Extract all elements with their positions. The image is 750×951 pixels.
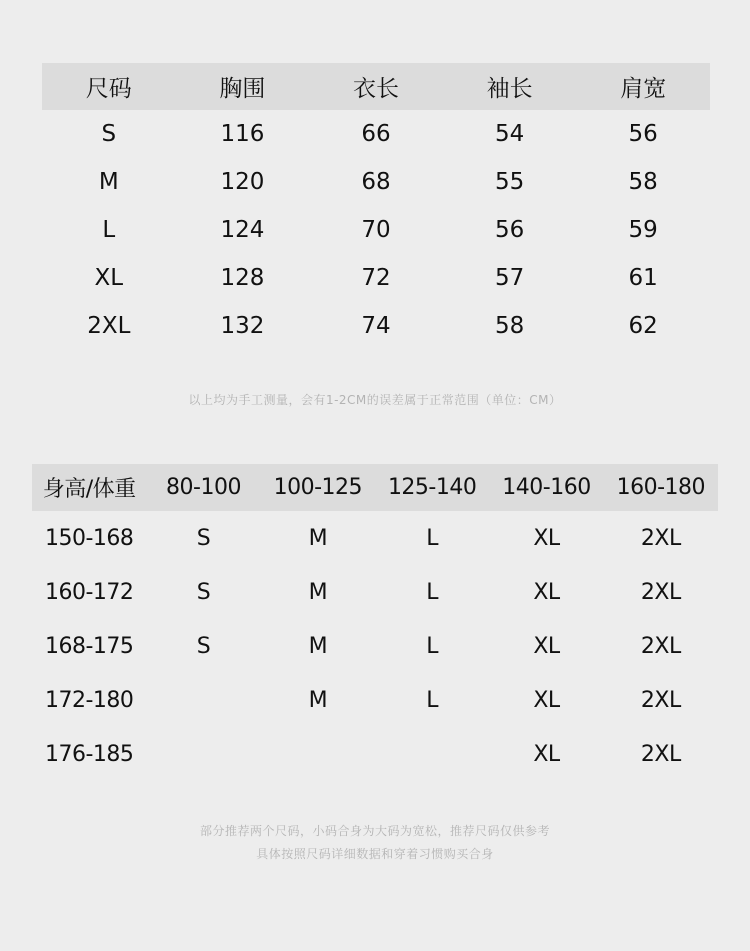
table-cell (146, 727, 260, 781)
header-shoulder: 肩宽 (576, 63, 710, 110)
table-cell: 62 (628, 313, 658, 339)
size-chart-header-row (42, 63, 710, 110)
table-cell: 128 (220, 265, 265, 291)
table-cell: XL (94, 265, 124, 291)
recommendation-header-row (32, 464, 718, 511)
table-row (32, 727, 718, 781)
table-cell: XL (533, 741, 560, 767)
table-cell: L (102, 217, 116, 243)
table-cell: 2XL (640, 579, 681, 605)
size-recommendation-table (32, 464, 718, 781)
table-row (42, 110, 710, 158)
header-weight-range: 140-160 (489, 464, 603, 511)
table-cell: 150-168 (44, 525, 134, 551)
header-length: 衣长 (309, 63, 443, 110)
table-cell: 2XL (640, 687, 681, 713)
table-cell: L (426, 687, 439, 713)
header-weight-range: 125-140 (375, 464, 489, 511)
table-cell: L (426, 633, 439, 659)
recommendation-note-line1: 部分推荐两个尺码，小码合身为大码为宽松，推荐尺码仅供参考 (199, 824, 550, 838)
table-cell: 58 (494, 313, 525, 339)
table-cell: 160-172 (44, 579, 134, 605)
table-cell: 74 (361, 313, 391, 339)
measurement-note: 以上均为手工测量，会有1-2CM的误差属于正常范围（单位：CM） (188, 393, 562, 407)
table-cell: 132 (220, 313, 265, 339)
header-weight-range: 80-100 (146, 464, 260, 511)
table-cell: 59 (628, 217, 658, 243)
table-cell: M (308, 579, 328, 605)
table-cell: M (308, 687, 328, 713)
header-weight-range: 160-180 (604, 464, 718, 511)
table-row (42, 206, 710, 254)
header-height-weight: 身高/体重 (32, 464, 146, 511)
table-cell: 72 (361, 265, 391, 291)
table-cell: S (101, 121, 117, 147)
table-cell: 58 (628, 169, 658, 195)
table-cell: 176-185 (44, 741, 134, 767)
table-row (32, 619, 718, 673)
table-row (42, 302, 710, 350)
table-cell (146, 673, 260, 727)
table-cell: L (426, 579, 439, 605)
table-cell: 172-180 (44, 687, 134, 713)
table-cell: 56 (494, 217, 525, 243)
table-cell: 70 (361, 217, 391, 243)
table-cell: S (196, 525, 211, 551)
table-cell: 54 (494, 121, 525, 147)
table-cell: 55 (494, 169, 525, 195)
table-row (32, 673, 718, 727)
table-cell: XL (533, 687, 560, 713)
table-cell: 168-175 (44, 633, 134, 659)
table-cell: 2XL (87, 313, 131, 339)
table-cell (261, 727, 375, 781)
table-cell: 116 (220, 121, 265, 147)
table-cell: 2XL (640, 633, 681, 659)
header-size: 尺码 (42, 63, 176, 110)
header-weight-range: 100-125 (261, 464, 375, 511)
table-cell: XL (533, 525, 560, 551)
table-row (32, 511, 718, 565)
table-cell: 2XL (640, 741, 681, 767)
table-cell: 120 (220, 169, 265, 195)
table-cell: L (426, 525, 439, 551)
table-cell: M (308, 525, 328, 551)
table-cell (375, 727, 489, 781)
header-sleeve: 袖长 (443, 63, 577, 110)
table-row (32, 565, 718, 619)
table-cell: M (98, 169, 119, 195)
table-cell: 68 (361, 169, 391, 195)
table-cell: 56 (628, 121, 658, 147)
table-cell: 61 (628, 265, 658, 291)
table-cell: S (196, 579, 211, 605)
table-cell: S (196, 633, 211, 659)
recommendation-note-line2: 具体按照尺码详细数据和穿着习惯购买合身 (256, 847, 494, 861)
table-row (42, 254, 710, 302)
table-cell: 66 (361, 121, 391, 147)
table-row (42, 158, 710, 206)
table-cell: 57 (494, 265, 525, 291)
header-chest: 胸围 (176, 63, 310, 110)
table-cell: M (308, 633, 328, 659)
table-cell: XL (533, 633, 560, 659)
table-cell: 2XL (640, 525, 681, 551)
size-chart-table (42, 63, 710, 350)
table-cell: 124 (220, 217, 265, 243)
table-cell: XL (533, 579, 560, 605)
